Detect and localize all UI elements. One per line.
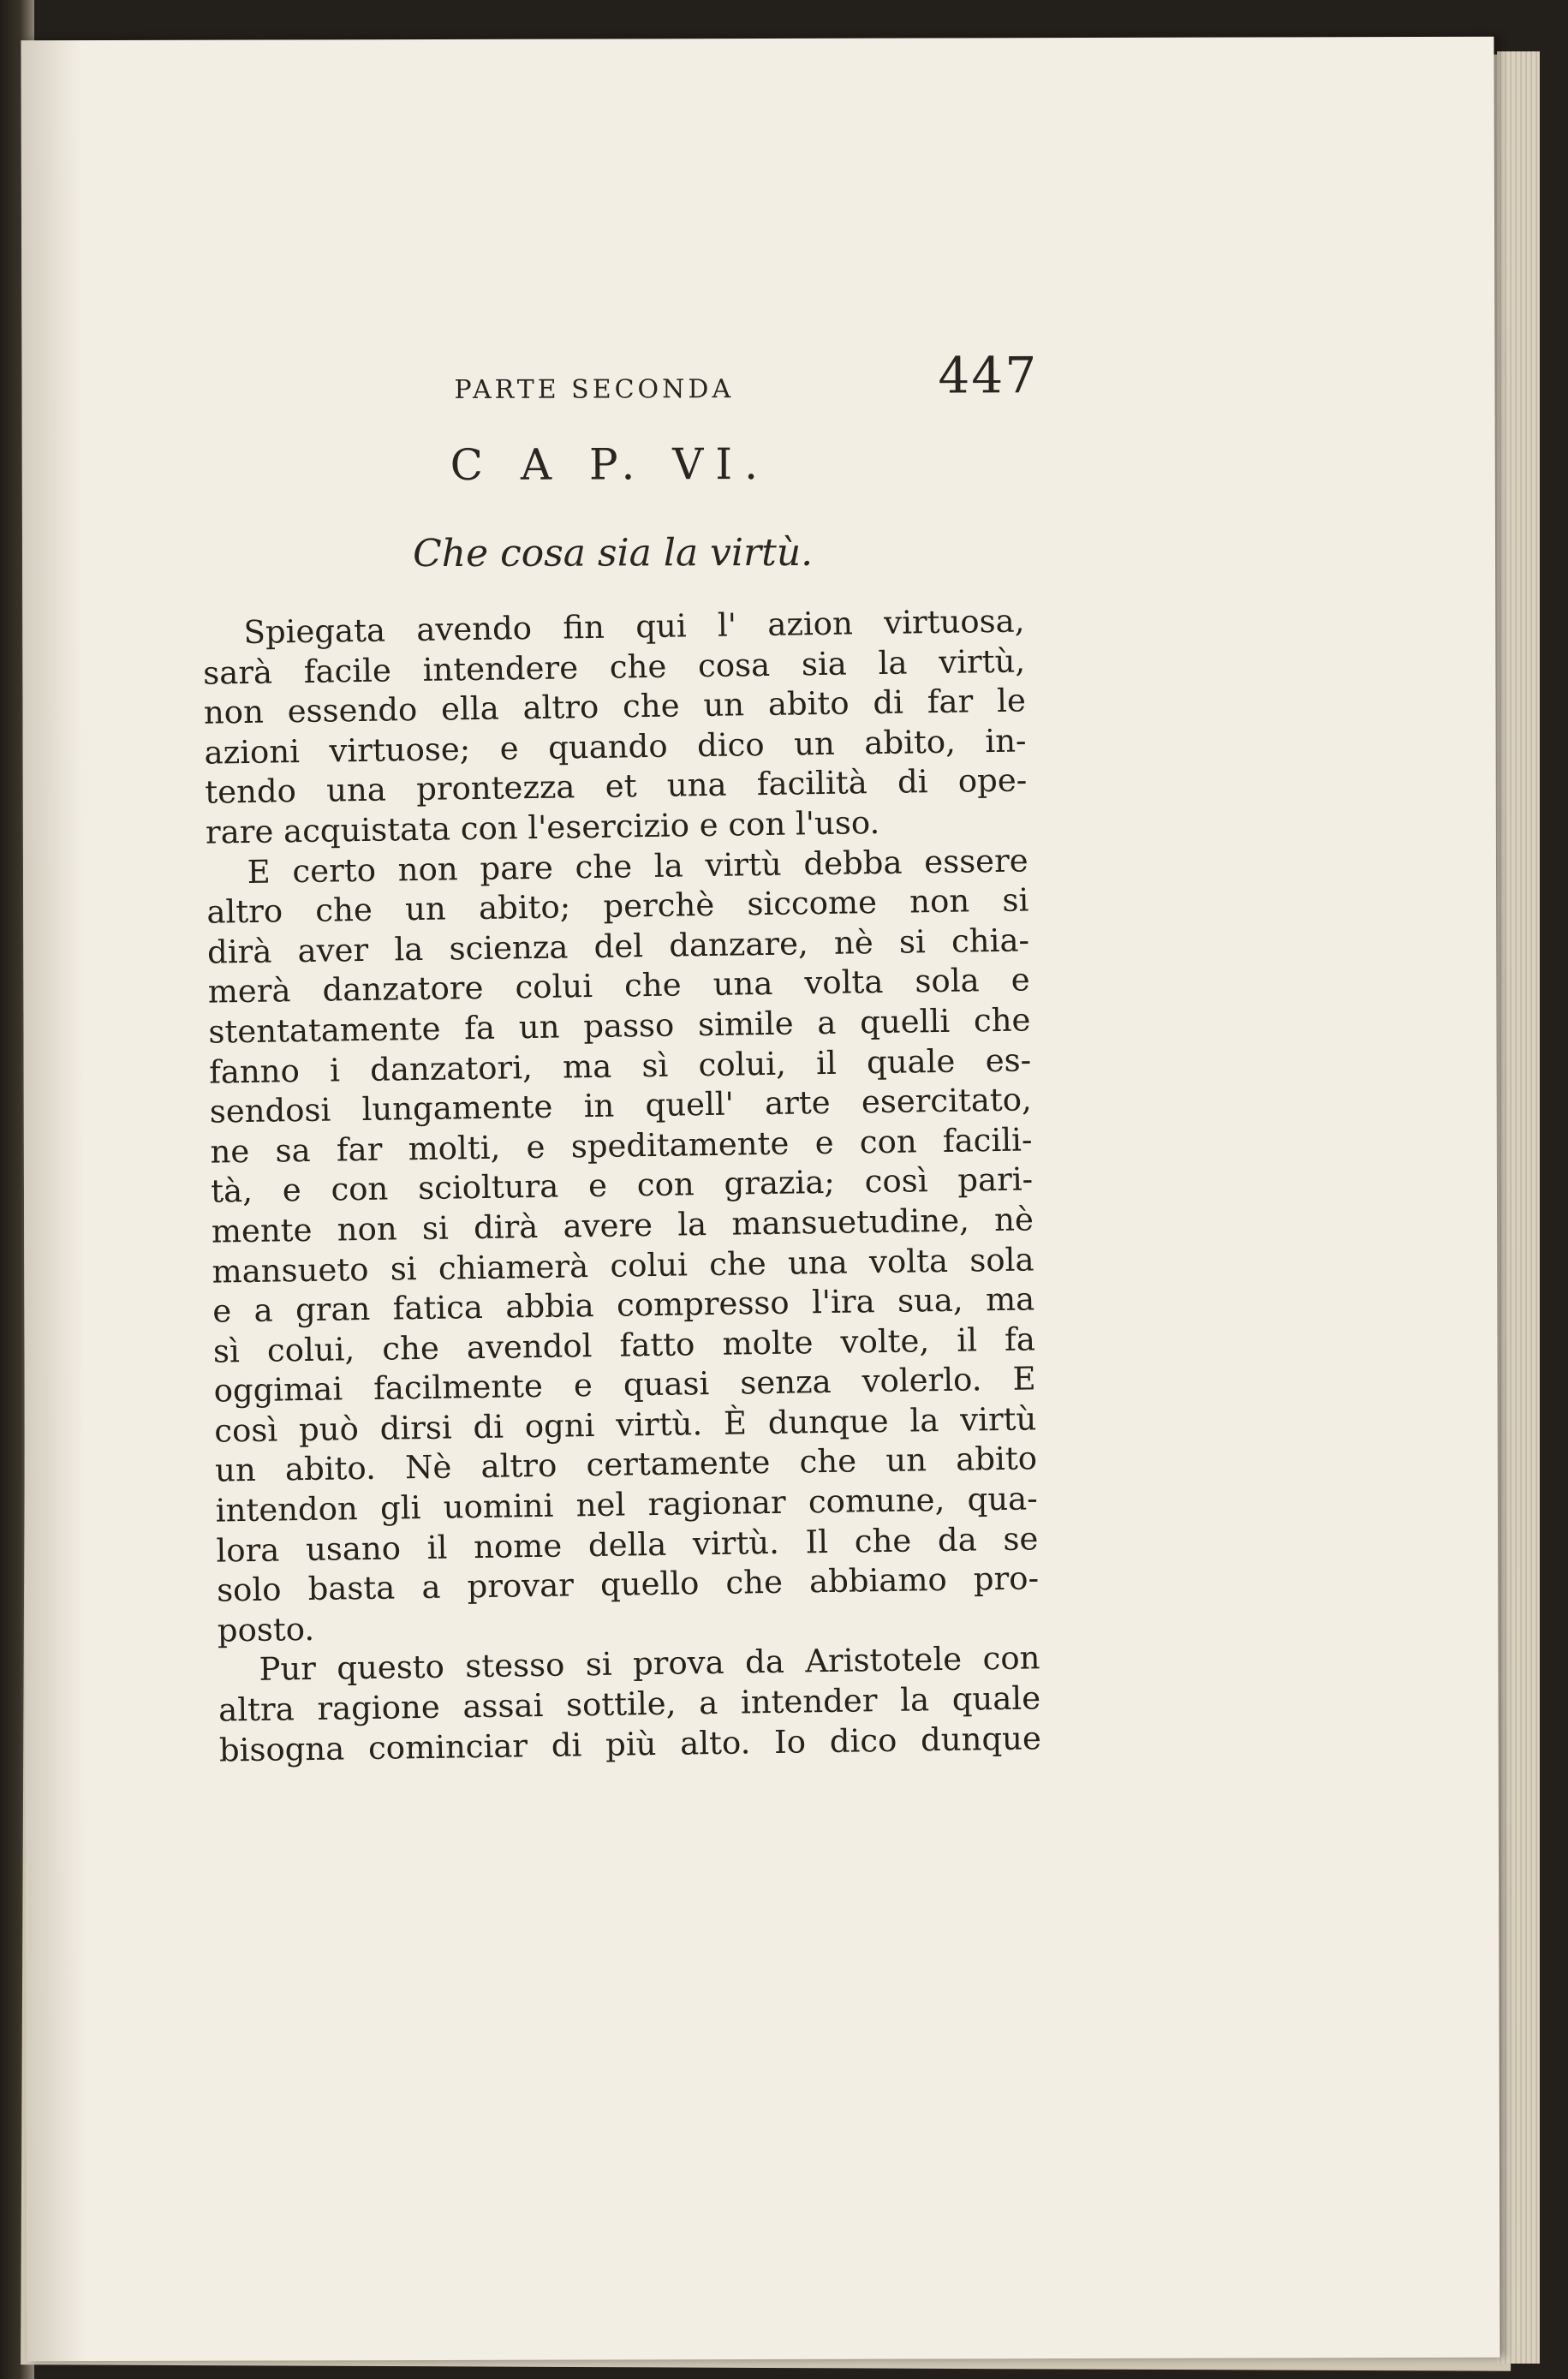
text-line: rare acquistata con l'esercizio e con l'uso. — [205, 803, 880, 851]
body-text — [202, 601, 1041, 1770]
text-line: sì colui, che avendol fatto molte volte, il fa — [212, 1321, 1036, 1370]
running-header — [21, 319, 1494, 426]
text-line: tendo una prontezza et una facilità di ope- — [204, 761, 1028, 812]
text-line: e a gran fatica abbia compresso l'ira sua, ma — [212, 1280, 1035, 1330]
running-title: PARTE SECONDA — [454, 374, 735, 405]
text-line: ne sa far molti, e speditamente e con facili- — [210, 1121, 1033, 1171]
text-line: altro che un abito; perchè siccome non si — [206, 881, 1029, 931]
text-line: E certo non pare che la virtù debba essere — [247, 841, 1028, 891]
text-line: solo basta a provar quello che abbiamo pro- — [216, 1559, 1040, 1609]
text-line: così può dirsi di ogni virtù. È dunque la virtù — [214, 1400, 1037, 1450]
text-line: fanno i danzatori, ma sì colui, il quale es- — [208, 1040, 1032, 1091]
text-line: mansueto si chiamerà colui che una volta sola — [212, 1240, 1034, 1291]
text-line: Pur questo stesso si prova da Aristotele con — [259, 1639, 1040, 1689]
text-line: bisogna cominciar di più alto. Io dico dunque — [218, 1719, 1042, 1769]
page-number: 447 — [938, 346, 1039, 405]
text-line: posto. — [217, 1610, 315, 1649]
text-line: azioni virtuose; e quando dico un abito, in- — [204, 722, 1027, 772]
text-line: dirà aver la scienza del danzare, nè si chia- — [206, 921, 1030, 971]
text-line: sarà facile intendere che cosa sia la virtù, — [202, 642, 1026, 692]
text-line: mente non si dirà avere la mansuetudine, nè — [211, 1201, 1034, 1250]
text-line: non essendo ella altro che un abito di far le — [203, 682, 1027, 731]
text-line: altra ragione assai sottile, a intender la quale — [218, 1679, 1041, 1729]
text-line: intendon gli uomini nel ragionar comune, qua- — [215, 1480, 1038, 1529]
page-edges — [1497, 51, 1540, 2364]
chapter-heading: C A P. VI. — [450, 438, 771, 490]
text-line: Spiegata avendo fin qui l' azion virtuosa, — [243, 602, 1025, 651]
text-line: merà danzatore colui che una volta sola e — [207, 961, 1030, 1011]
text-line: stentatamente fa un passo simile a quelli che — [208, 1001, 1031, 1051]
text-line: un abito. Nè altro certamente che un abito — [214, 1440, 1038, 1490]
page-sheet — [21, 37, 1499, 2361]
text-line: tà, e con scioltura e con grazia; così pari- — [210, 1160, 1034, 1210]
text-line: lora usano il nome della virtù. Il che da se — [216, 1520, 1039, 1570]
text-line: sendosi lungamente in quell' arte esercitato, — [209, 1081, 1033, 1130]
chapter-subtitle: Che cosa sia la virtù. — [412, 530, 814, 576]
text-line: oggimai facilmente e quasi senza volerlo. E — [213, 1360, 1036, 1410]
